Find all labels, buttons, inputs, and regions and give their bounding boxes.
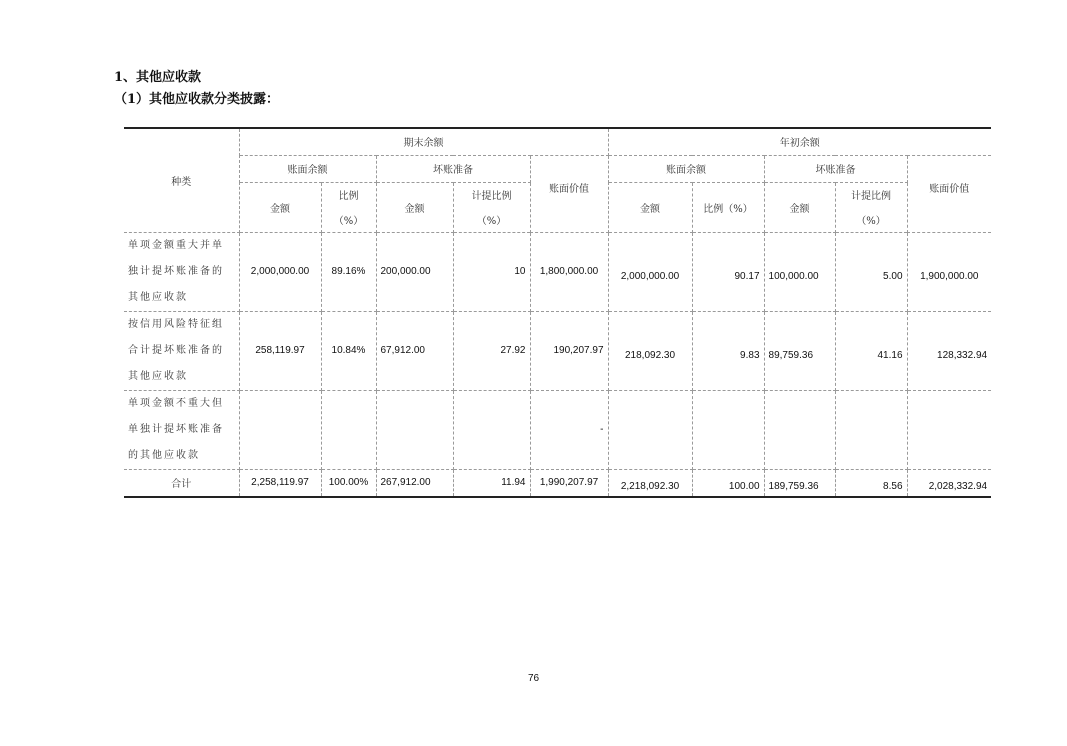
header-end-provision-ratio-label: 计提比例 (471, 191, 512, 202)
total-begin-amount: 2,218,092.30 (608, 469, 692, 497)
cell-end-ratio: 89.16% (321, 232, 376, 311)
header-begin-amount: 金额 (608, 182, 692, 232)
cell-begin-book-value: 1,900,000.00 (907, 232, 991, 311)
header-end-bad-debt-amount: 金额 (376, 182, 453, 232)
header-begin-provision-ratio-label: 计提比例 (851, 191, 892, 202)
header-begin-ratio: 比例（%） (692, 182, 764, 232)
cell-end-book-value: 1,800,000.00 (530, 232, 608, 311)
cell-begin-ratio (692, 390, 764, 469)
header-begin-provision-ratio-unit: （%） (856, 216, 886, 227)
cell-end-ratio (321, 390, 376, 469)
total-label: 合计 (124, 469, 239, 497)
cell-begin-amount: 218,092.30 (608, 311, 692, 390)
subsection-heading: （1）其他应收款分类披露： (114, 92, 280, 107)
cell-begin-ratio: 90.17 (692, 232, 764, 311)
row-category: 按信用风险特征组合计提坏账准备的其他应收款 (124, 311, 239, 390)
other-receivables-table (124, 127, 991, 498)
table-row (124, 232, 991, 311)
cell-end-amount: 2,000,000.00 (239, 232, 321, 311)
cell-end-ratio: 10.84% (321, 311, 376, 390)
cell-end-amount (239, 390, 321, 469)
section-heading: 1、其他应收款 (114, 70, 202, 85)
cell-end-book-value: - (530, 390, 608, 469)
cell-end-book-value: 190,207.97 (530, 311, 608, 390)
header-begin-book-value: 账面价值 (907, 155, 991, 232)
total-begin-book-value: 2,028,332.94 (907, 469, 991, 497)
header-end-ratio (321, 182, 376, 232)
cell-begin-provision-ratio (835, 390, 907, 469)
row-category: 单项金额重大并单独计提坏账准备的其他应收款 (124, 232, 239, 311)
header-category: 种类 (124, 128, 239, 232)
cell-begin-amount: 2,000,000.00 (608, 232, 692, 311)
cell-end-bad-debt: 200,000.00 (376, 232, 453, 311)
total-row (124, 469, 991, 497)
cell-begin-bad-debt: 89,759.36 (764, 311, 835, 390)
cell-begin-ratio: 9.83 (692, 311, 764, 390)
header-period-end: 期末余额 (239, 128, 608, 155)
header-begin-bad-debt: 坏账准备 (764, 155, 907, 182)
header-end-book-balance: 账面余额 (239, 155, 376, 182)
page-number: 76 (527, 673, 540, 684)
total-end-book-value: 1,990,207.97 (530, 469, 608, 497)
cell-end-bad-debt (376, 390, 453, 469)
header-year-begin: 年初余额 (608, 128, 991, 155)
cell-end-provision-ratio: 27.92 (453, 311, 530, 390)
cell-begin-book-value: 128,332.94 (907, 311, 991, 390)
header-end-ratio-label: 比例 (338, 191, 359, 202)
cell-begin-bad-debt: 100,000.00 (764, 232, 835, 311)
cell-end-provision-ratio (453, 390, 530, 469)
table-row (124, 311, 991, 390)
total-begin-ratio: 100.00 (692, 469, 764, 497)
cell-begin-book-value (907, 390, 991, 469)
total-begin-bad-debt: 189,759.36 (764, 469, 835, 497)
total-end-amount: 2,258,119.97 (239, 469, 321, 497)
cell-begin-provision-ratio: 5.00 (835, 232, 907, 311)
cell-begin-provision-ratio: 41.16 (835, 311, 907, 390)
header-end-provision-ratio-unit: （%） (476, 216, 507, 227)
header-end-amount: 金额 (239, 182, 321, 232)
cell-end-amount: 258,119.97 (239, 311, 321, 390)
header-end-bad-debt: 坏账准备 (376, 155, 530, 182)
cell-end-bad-debt: 67,912.00 (376, 311, 453, 390)
header-end-book-value: 账面价值 (530, 155, 608, 232)
total-end-ratio: 100.00% (321, 469, 376, 497)
cell-end-provision-ratio: 10 (453, 232, 530, 311)
cell-begin-bad-debt (764, 390, 835, 469)
table-row (124, 390, 991, 469)
header-end-provision-ratio (453, 182, 530, 232)
total-end-provision-ratio: 11.94 (453, 469, 530, 497)
header-begin-provision-ratio (835, 182, 907, 232)
header-end-ratio-unit: （%） (333, 216, 364, 227)
row-category: 单项金额不重大但单独计提坏账准备的其他应收款 (124, 390, 239, 469)
total-end-bad-debt: 267,912.00 (376, 469, 453, 497)
header-begin-bad-debt-amount: 金额 (764, 182, 835, 232)
cell-begin-amount (608, 390, 692, 469)
header-begin-book-balance: 账面余额 (608, 155, 764, 182)
total-begin-provision-ratio: 8.56 (835, 469, 907, 497)
